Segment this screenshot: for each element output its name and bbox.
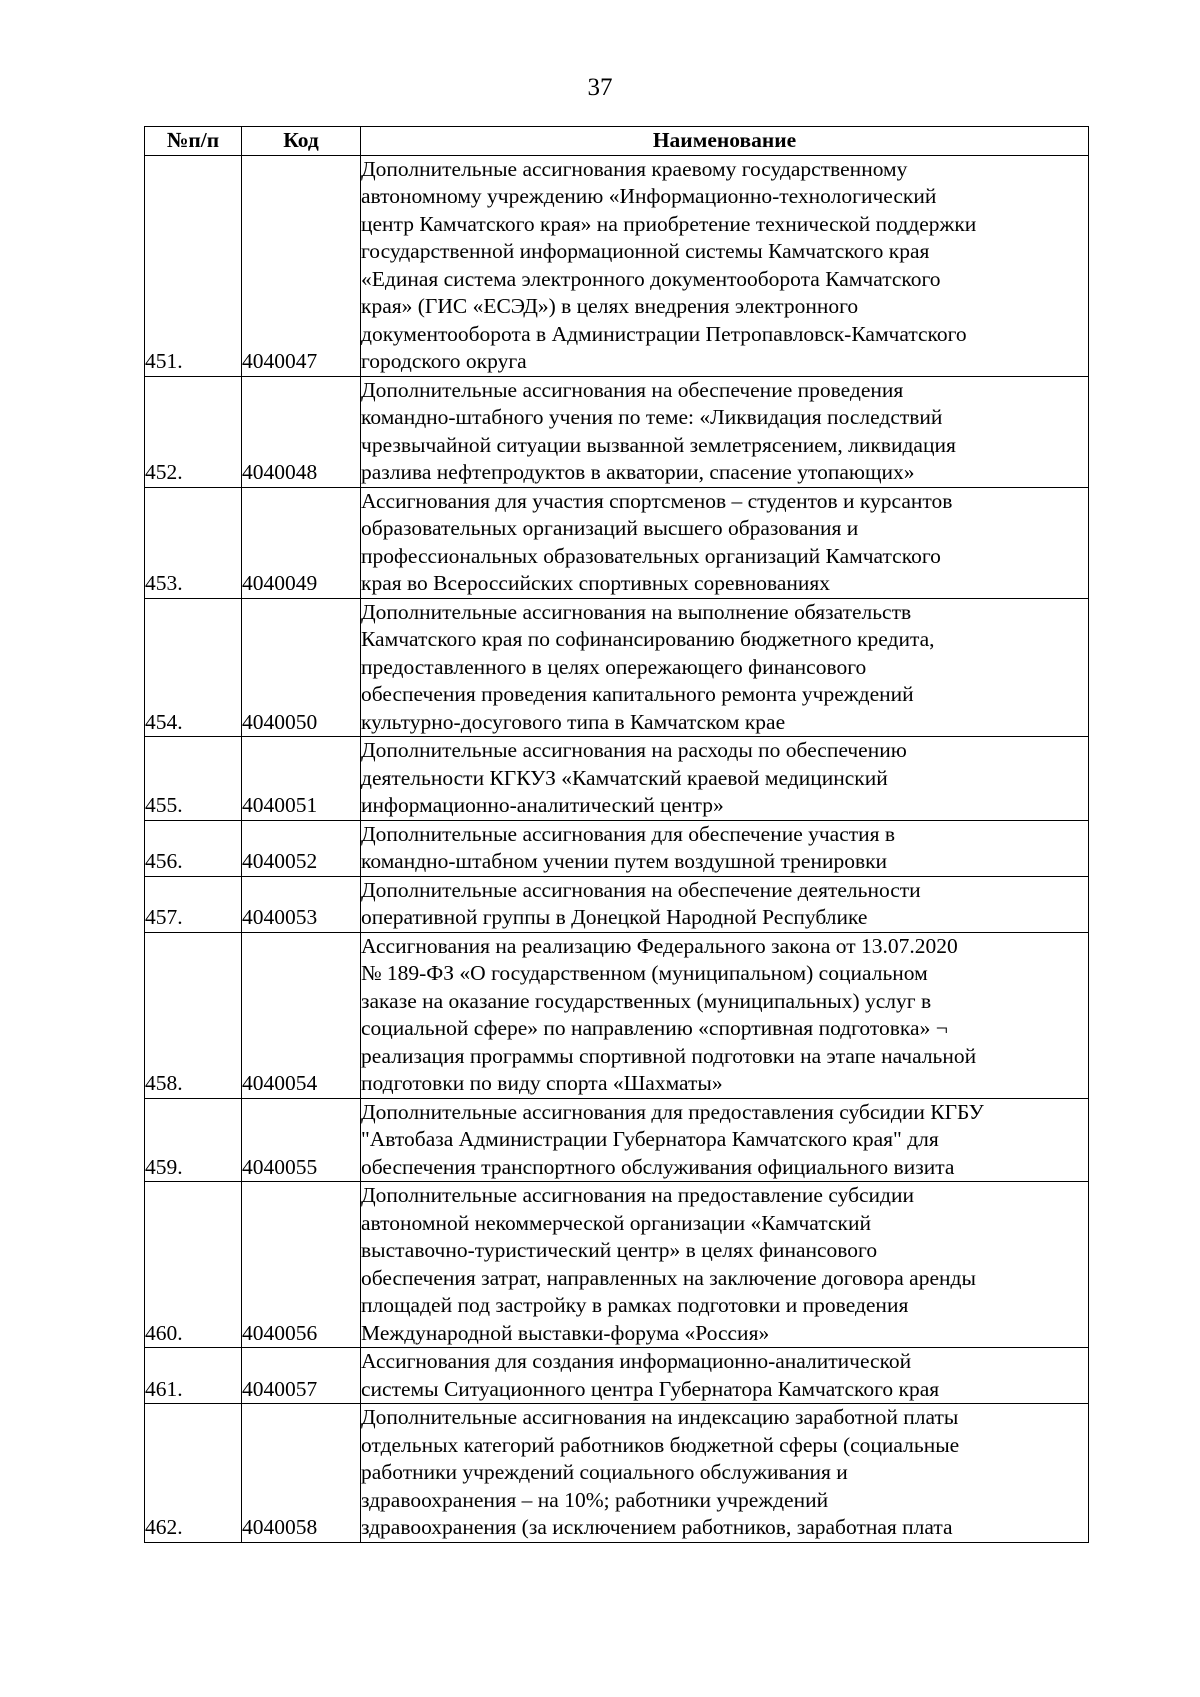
row-name-line: автономной некоммерческой организации «Камчатский [361, 1210, 871, 1235]
row-name-line: образовательных организаций высшего образования и [361, 516, 859, 540]
table-row [145, 487, 1089, 598]
row-code: 4040053 [242, 876, 361, 932]
row-name-line: Дополнительные ассигнования на предоставление субсидии [361, 1183, 915, 1207]
table-row [145, 598, 1089, 737]
row-number: 457. [145, 876, 242, 932]
row-name [361, 1348, 1089, 1404]
row-name [361, 737, 1089, 821]
row-number: 452. [145, 376, 242, 487]
row-name-line: реализация программы спортивной подготовки на этапе начальной [361, 1043, 977, 1068]
row-name-line: профессиональных образовательных организаций Камчатского [361, 543, 941, 568]
row-code: 4040055 [242, 1098, 361, 1182]
header-name: Наименование [361, 127, 1089, 156]
allocations-table [144, 126, 1089, 1543]
table-row [145, 1098, 1089, 1182]
row-name-line: Дополнительные ассигнования на обеспечение деятельности [361, 877, 921, 902]
row-name-line: культурно-досугового типа в Камчатском крае [361, 709, 786, 734]
row-name-line: площадей под застройку в рамках подготовки и проведения [361, 1293, 909, 1317]
row-name-line: "Автобаза Администрации Губернатора Камчатского края" для [361, 1127, 939, 1151]
header-code: Код [242, 127, 361, 156]
row-name-line: информационно-аналитический центр» [361, 793, 724, 817]
row-name-line: заказе на оказание государственных (муниципальных) услуг в [361, 988, 932, 1013]
row-number: 453. [145, 487, 242, 598]
row-name-line: документооборота в Администрации Петропавловск-Камчатского [361, 321, 967, 346]
row-name-line: центр Камчатского края» на приобретение технической поддержки [361, 211, 977, 236]
row-name [361, 1098, 1089, 1182]
table-row [145, 737, 1089, 821]
row-name-line: чрезвычайной ситуации вызванной землетрясением, ликвидация [361, 432, 956, 457]
row-name-line: края» (ГИС «ЕСЭД») в целях внедрения электронного [361, 294, 859, 318]
row-name [361, 876, 1089, 932]
table-row [145, 932, 1089, 1098]
row-name-line: Международной выставки-форума «Россия» [361, 1320, 770, 1345]
row-number: 459. [145, 1098, 242, 1182]
table-body [145, 155, 1089, 1542]
row-name-line: Дополнительные ассигнования на обеспечение проведения [361, 377, 904, 402]
row-name-line: № 189-ФЗ «О государственном (муниципальном) социальном [361, 961, 928, 985]
row-name-line: здравоохранения – на 10%; работники учреждений [361, 1487, 829, 1512]
row-name [361, 487, 1089, 598]
row-name-line: Дополнительные ассигнования на выполнение обязательств [361, 599, 912, 624]
row-code: 4040051 [242, 737, 361, 821]
row-name [361, 932, 1089, 1098]
row-number: 460. [145, 1182, 242, 1348]
row-name-line: автономному учреждению «Информационно-технологический [361, 184, 937, 208]
row-name-line: Дополнительные ассигнования для обеспечение участия в [361, 821, 896, 846]
row-name-line: разлива нефтепродуктов в акватории, спасение утопающих» [361, 460, 915, 484]
row-code: 4040052 [242, 820, 361, 876]
row-name-line: Ассигнования на реализацию Федерального закона от 13.07.2020 [361, 933, 958, 958]
page-number: 37 [587, 74, 613, 101]
row-name-line: городского округа [361, 349, 527, 373]
row-name-line: системы Ситуационного центра Губернатора Камчатского края [361, 1376, 940, 1401]
table-row [145, 1182, 1089, 1348]
row-name-line: предоставленного в целях опережающего финансового [361, 654, 867, 679]
row-name [361, 1404, 1089, 1543]
row-name-line: Дополнительные ассигнования для предоставления субсидии КГБУ [361, 1099, 984, 1124]
row-name-line: социальной сфере» по направлению «спортивная подготовка» ¬ [361, 1016, 948, 1040]
table-row [145, 155, 1089, 376]
row-name-line: государственной информационной системы Камчатского края [361, 239, 930, 263]
row-code: 4040057 [242, 1348, 361, 1404]
row-code: 4040047 [242, 155, 361, 376]
row-name-line: обеспечения транспортного обслуживания официального визита [361, 1154, 955, 1179]
row-name-line: отдельных категорий работников бюджетной сферы (социальные [361, 1432, 960, 1457]
row-name-line: обеспечения проведения капитального ремонта учреждений [361, 682, 914, 706]
row-name-line: деятельности КГКУЗ «Камчатский краевой медицинский [361, 765, 888, 790]
row-name [361, 155, 1089, 376]
row-name-line: командно-штабного учения по теме: «Ликвидация последствий [361, 405, 943, 429]
row-number: 451. [145, 155, 242, 376]
row-name-line: здравоохранения (за исключением работников, заработная плата [361, 1515, 953, 1539]
table-row [145, 1404, 1089, 1543]
row-name-line: выставочно-туристический центр» в целях финансового [361, 1238, 878, 1262]
row-name-line: Ассигнования для участия спортсменов – студентов и курсантов [361, 488, 953, 513]
row-name-line: Ассигнования для создания информационно-аналитической [361, 1349, 912, 1373]
row-name-line: «Единая система электронного документооборота Камчатского [361, 266, 941, 291]
row-name-line: Дополнительные ассигнования краевому государственному [361, 156, 908, 181]
row-name-line: командно-штабном учении путем воздушной тренировки [361, 849, 888, 873]
table-row [145, 820, 1089, 876]
row-name-line: оперативной группы в Донецкой Народной Республике [361, 905, 868, 929]
row-name-line: Дополнительные ассигнования на индексацию заработной платы [361, 1405, 959, 1429]
row-number: 455. [145, 737, 242, 821]
row-name [361, 598, 1089, 737]
row-name-line: работники учреждений социального обслуживания и [361, 1460, 848, 1484]
row-number: 461. [145, 1348, 242, 1404]
row-code: 4040048 [242, 376, 361, 487]
row-number: 462. [145, 1404, 242, 1543]
row-code: 4040049 [242, 487, 361, 598]
row-number: 458. [145, 932, 242, 1098]
row-name-line: Дополнительные ассигнования на расходы по обеспечению [361, 738, 907, 762]
row-name [361, 820, 1089, 876]
row-code: 4040058 [242, 1404, 361, 1543]
row-code: 4040050 [242, 598, 361, 737]
row-name [361, 376, 1089, 487]
table-row [145, 1348, 1089, 1404]
row-name [361, 1182, 1089, 1348]
row-code: 4040054 [242, 932, 361, 1098]
row-name-line: обеспечения затрат, направленных на заключение договора аренды [361, 1265, 976, 1290]
header-number: №п/п [145, 127, 242, 156]
row-name-line: края во Всероссийских спортивных соревнованиях [361, 571, 831, 595]
row-name-line: Камчатского края по софинансированию бюджетного кредита, [361, 627, 935, 651]
table-header-row [145, 127, 1089, 156]
row-number: 454. [145, 598, 242, 737]
table-row [145, 876, 1089, 932]
row-code: 4040056 [242, 1182, 361, 1348]
row-number: 456. [145, 820, 242, 876]
row-name-line: подготовки по виду спорта «Шахматы» [361, 1071, 723, 1095]
table-row [145, 376, 1089, 487]
